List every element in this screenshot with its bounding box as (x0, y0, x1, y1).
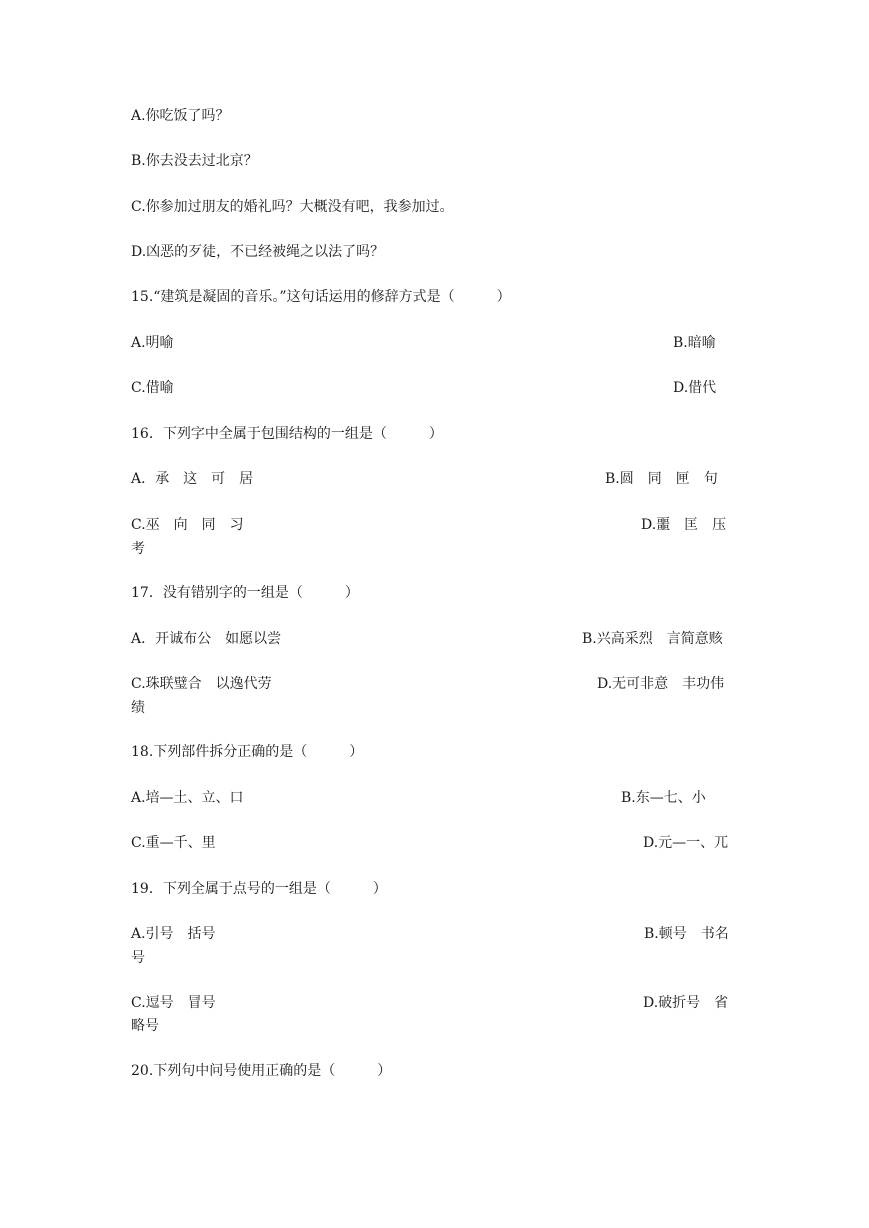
q15-option-d: D.借代 (673, 380, 717, 396)
q20-stem: 20.下列句中问号使用正确的是（ ） (131, 1063, 392, 1079)
q16-option-d: D.噩 匡 压 (641, 517, 727, 533)
q16-option-c: C.巫 向 同 习 (131, 517, 244, 533)
q14-option-d: D.凶恶的歹徒，不已经被绳之以法了吗？ (131, 244, 385, 260)
q15-stem: 15.“建筑是凝固的音乐。”这句话运用的修辞方式是（ ） (131, 289, 511, 305)
q18-option-a: A.培—土、立、口 (131, 790, 244, 806)
q18-option-c: C.重—千、里 (131, 835, 216, 851)
q18-option-b: B.东—七、小 (621, 790, 706, 806)
q15-option-b: B.暗喻 (673, 335, 716, 351)
q15-option-c: C.借喻 (131, 380, 174, 396)
q16-option-d-wrap: 考 (131, 541, 145, 557)
q17-option-c: C.珠联璧合 以逸代劳 (131, 676, 272, 692)
q14-option-b: B.你去没去过北京？ (131, 153, 258, 169)
q19-option-a: A.引号 括号 (131, 926, 216, 942)
q16-option-a: A．承 这 可 居 (131, 471, 254, 487)
q19-option-d-wrap: 略号 (131, 1018, 159, 1034)
q14-option-a: A.你吃饭了吗？ (131, 108, 230, 124)
q18-option-d: D.元—一、兀 (643, 835, 729, 851)
q19-option-b-wrap: 号 (131, 950, 145, 966)
q14-option-c: C.你参加过朋友的婚礼吗？大概没有吧，我参加过。 (131, 199, 454, 215)
q17-option-a: A．开诚布公 如愿以尝 (131, 631, 282, 647)
q17-option-d-wrap: 绩 (131, 700, 145, 716)
q19-option-c: C.逗号 冒号 (131, 995, 216, 1011)
q15-option-a: A.明喻 (131, 335, 174, 351)
q19-option-d: D.破折号 省 (643, 995, 729, 1011)
q16-option-b: B.圆 同 匣 句 (605, 471, 718, 487)
q17-option-d: D.无可非意 丰功伟 (597, 676, 725, 692)
q16-stem: 16．下列字中全属于包围结构的一组是（ ） (131, 426, 443, 442)
q17-stem: 17．没有错别字的一组是（ ） (131, 585, 359, 601)
q19-option-b: B.顿号 书名 (644, 926, 729, 942)
q18-stem: 18.下列部件拆分正确的是（ ） (131, 744, 364, 760)
q17-option-b: B.兴高采烈 言简意赅 (582, 631, 723, 647)
q19-stem: 19．下列全属于点号的一组是（ ） (131, 881, 387, 897)
